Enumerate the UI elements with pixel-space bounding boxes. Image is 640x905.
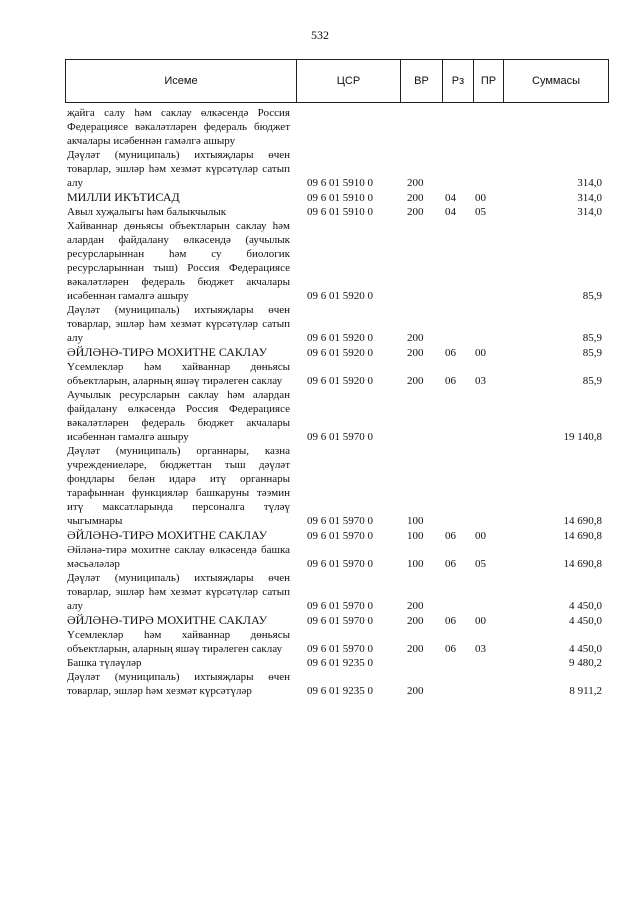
- table-row: [67, 106, 602, 148]
- cell-csr: 09 6 01 5970 0: [307, 643, 373, 655]
- cell-name: Үсемлекләр һәм хайваннар дөньясы объектларын, аларның яшәү тирәлеген саклау: [67, 361, 290, 387]
- cell-csr: 09 6 01 5910 0: [307, 206, 373, 218]
- cell-sum: 85,9: [582, 332, 602, 344]
- cell-pr: 00: [475, 615, 486, 627]
- cell-csr: 09 6 01 5910 0: [307, 192, 373, 204]
- cell-sum: 4 450,0: [569, 643, 602, 655]
- cell-name: Дәүләт (муниципаль) ихтыяҗлары өчен товарлар, эшләр һәм хезмәт күрсәтүләр сатып алу: [67, 149, 290, 189]
- table-row: [67, 205, 602, 219]
- cell-name: Әйләнә-тирә мохитне саклау өлкәсендә башка мәсьәләләр: [67, 544, 290, 570]
- cell-pr: 05: [475, 206, 486, 218]
- cell-csr: 09 6 01 5970 0: [307, 558, 373, 570]
- cell-rz: 06: [445, 347, 456, 359]
- cell-name: ӘЙЛӘНӘ-ТИРӘ МОХИТНЕ САКЛАУ: [67, 528, 268, 542]
- cell-rz: 04: [445, 192, 456, 204]
- cell-sum: 4 450,0: [569, 600, 602, 612]
- table-header: [65, 59, 609, 103]
- cell-vr: 200: [407, 347, 424, 359]
- page-number: 532: [311, 28, 329, 42]
- cell-name: Үсемлекләр һәм хайваннар дөньясы объектларын, аларның яшәү тирәлеген саклау: [67, 629, 290, 655]
- cell-sum: 14 690,8: [563, 530, 602, 542]
- cell-sum: 8 911,2: [569, 685, 602, 697]
- table-row: [67, 670, 602, 698]
- table-row: [67, 303, 602, 345]
- cell-csr: 09 6 01 5920 0: [307, 290, 373, 302]
- cell-rz: 04: [445, 206, 456, 218]
- cell-sum: 14 690,8: [563, 515, 602, 527]
- cell-pr: 00: [475, 192, 486, 204]
- cell-vr: 100: [407, 515, 424, 527]
- cell-name: җайга салу һәм саклау өлкәсендә Россия Федерациясе вәкаләтләрен федераль бюджет акчалары исәбеннән гамәлгә ашыру: [67, 107, 290, 147]
- header-name: Исеме: [66, 60, 297, 102]
- cell-csr: 09 6 01 5920 0: [307, 347, 373, 359]
- cell-pr: 05: [475, 558, 486, 570]
- table-row: [67, 613, 602, 628]
- cell-csr: 09 6 01 9235 0: [307, 685, 373, 697]
- cell-name: Авыл хуҗалыгы һәм балыкчылык: [67, 206, 227, 218]
- cell-pr: 03: [475, 643, 486, 655]
- table-row: [67, 571, 602, 613]
- table-row: [67, 628, 602, 656]
- cell-name: Аучылык ресурсларын саклау һәм алардан файдалану өлкәсендә Россия Федерациясе вәкаләтләрен федераль бюджет акчалары исәбеннән гамәлгә ашыру: [67, 389, 290, 443]
- header-vr: ВР: [401, 60, 443, 102]
- cell-vr: 200: [407, 192, 424, 204]
- cell-name: Башка түләүләр: [67, 657, 142, 669]
- cell-csr: 09 6 01 5970 0: [307, 615, 373, 627]
- cell-name: Дәүләт (муниципаль) ихтыяҗлары өчен товарлар, эшләр һәм хезмәт күрсәтүләр сатып алу: [67, 304, 290, 344]
- table-row: [67, 543, 602, 571]
- cell-pr: 03: [475, 375, 486, 387]
- cell-sum: 314,0: [577, 177, 602, 189]
- cell-sum: 85,9: [582, 347, 602, 359]
- cell-rz: 06: [445, 615, 456, 627]
- table-row: [67, 345, 602, 360]
- cell-csr: 09 6 01 5970 0: [307, 431, 373, 443]
- table-row: [67, 219, 602, 303]
- cell-csr: 09 6 01 5970 0: [307, 515, 373, 527]
- cell-sum: 314,0: [577, 192, 602, 204]
- table-row: [67, 360, 602, 388]
- cell-rz: 06: [445, 558, 456, 570]
- cell-csr: 09 6 01 5920 0: [307, 375, 373, 387]
- cell-sum: 14 690,8: [563, 558, 602, 570]
- cell-name: МИЛЛИ ИКЪТИСАД: [67, 190, 180, 204]
- table-body: [67, 106, 602, 698]
- header-sum: Суммасы: [532, 75, 580, 87]
- cell-name: Дәүләт (муниципаль) органнары, казна учреждениеләре, бюджеттан тыш дәүләт фондлары белән идарә итү органнары тарафыннан функцияләр башкаруны тәэмин итү максатларында персоналга түләү чыгымнары: [67, 445, 290, 527]
- cell-vr: 200: [407, 600, 424, 612]
- cell-vr: 200: [407, 685, 424, 697]
- cell-sum: 314,0: [577, 206, 602, 218]
- cell-rz: 06: [445, 375, 456, 387]
- cell-csr: 09 6 01 5910 0: [307, 177, 373, 189]
- cell-sum: 85,9: [582, 375, 602, 387]
- cell-sum: 85,9: [582, 290, 602, 302]
- cell-name: ӘЙЛӘНӘ-ТИРӘ МОХИТНЕ САКЛАУ: [67, 345, 268, 359]
- header-csr: ЦСР: [297, 60, 401, 102]
- cell-sum: 9 480,2: [569, 657, 602, 669]
- table-row: [67, 148, 602, 190]
- cell-vr: 200: [407, 615, 424, 627]
- cell-csr: 09 6 01 5970 0: [307, 530, 373, 542]
- cell-sum: 4 450,0: [569, 615, 602, 627]
- cell-vr: 200: [407, 206, 424, 218]
- table-row: [67, 528, 602, 543]
- cell-rz: 06: [445, 643, 456, 655]
- table-row: [67, 388, 602, 444]
- cell-vr: 100: [407, 530, 424, 542]
- header-rz: Рз: [443, 60, 474, 102]
- cell-pr: 00: [475, 347, 486, 359]
- cell-sum: 19 140,8: [563, 431, 602, 443]
- table-row: [67, 190, 602, 205]
- cell-vr: 100: [407, 558, 424, 570]
- header-pr: ПР: [474, 60, 504, 102]
- cell-rz: 06: [445, 530, 456, 542]
- cell-vr: 200: [407, 177, 424, 189]
- cell-name: Дәүләт (муниципаль) ихтыяҗлары өчен товарлар, эшләр һәм хезмәт күрсәтүләр: [67, 671, 290, 697]
- cell-csr: 09 6 01 5970 0: [307, 600, 373, 612]
- cell-pr: 00: [475, 530, 486, 542]
- cell-name: ӘЙЛӘНӘ-ТИРӘ МОХИТНЕ САКЛАУ: [67, 613, 268, 627]
- cell-name: Дәүләт (муниципаль) ихтыяҗлары өчен товарлар, эшләр һәм хезмәт күрсәтүләр сатып алу: [67, 572, 290, 612]
- table-row: [67, 444, 602, 528]
- cell-vr: 200: [407, 332, 424, 344]
- table-row: [67, 656, 602, 670]
- cell-vr: 200: [407, 643, 424, 655]
- cell-name: Хайваннар дөньясы объектларын саклау һәм алардан файдалану өлкәсендә (аучылык ресурсларыннан һәм су биологик ресурсларыннан тыш) Россия Федерациясе вәкаләтләрен федераль бюджет акчалары исәбеннән гамәлгә ашыру: [67, 220, 290, 302]
- cell-csr: 09 6 01 9235 0: [307, 657, 373, 669]
- cell-vr: 200: [407, 375, 424, 387]
- cell-csr: 09 6 01 5920 0: [307, 332, 373, 344]
